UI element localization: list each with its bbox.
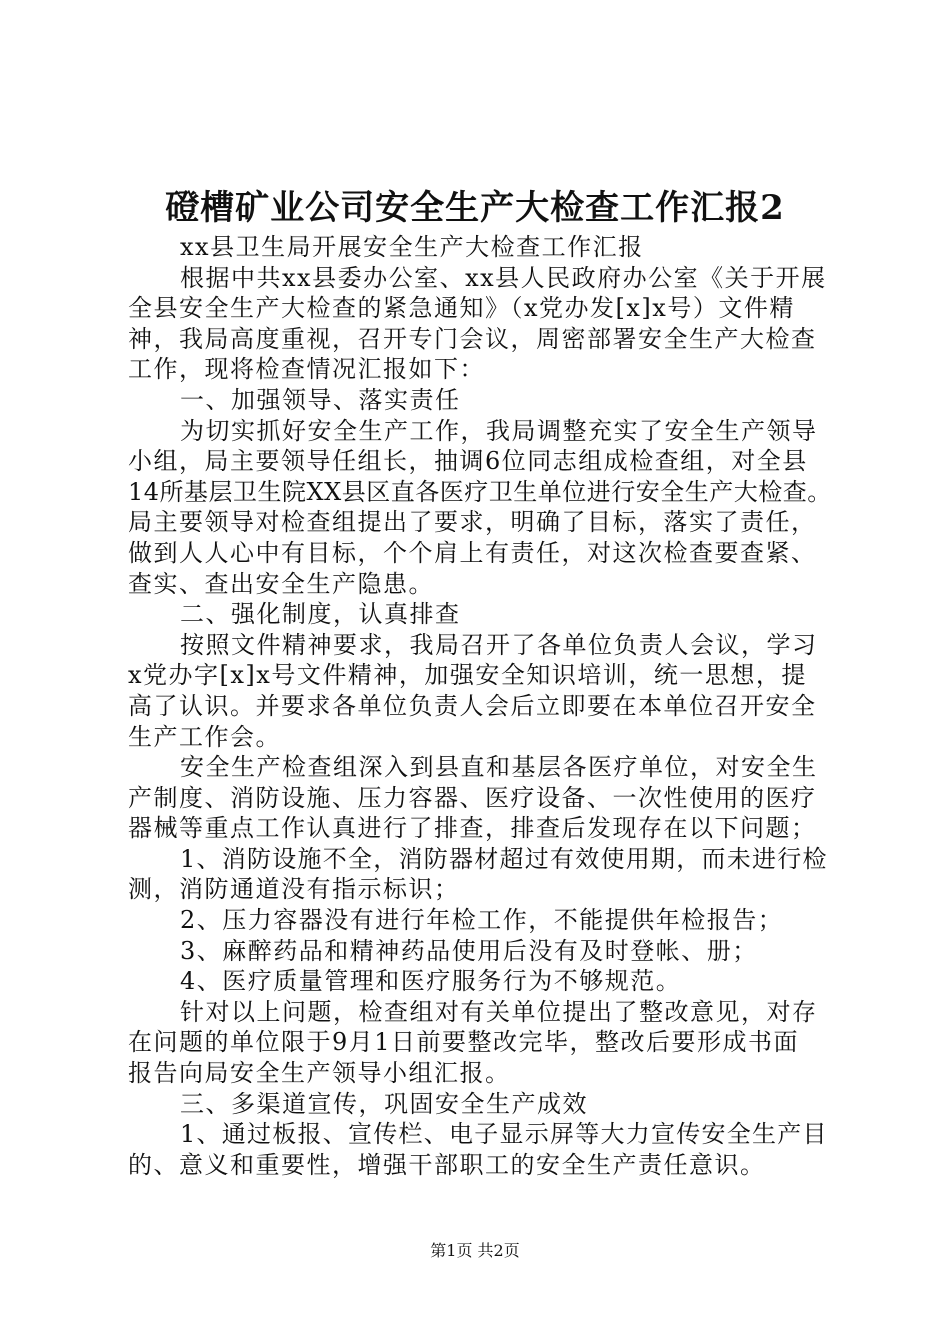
document-title: 磴槽矿业公司安全生产大检查工作汇报2 (165, 188, 785, 228)
body-line: 全县安全生产大检查的紧急通知》（x党办发[x]x号）文件精 (128, 294, 795, 323)
body-line: 根据中共xx县委办公室、xx县人民政府办公室《关于开展 (180, 263, 827, 292)
body-line: x党办字[x]x号文件精神，加强安全知识培训，统一思想，提 (128, 661, 807, 690)
body-line: 按照文件精神要求，我局召开了各单位负责人会议，学习 (180, 630, 818, 659)
page-footer: 第1页 共2页 (430, 1241, 520, 1260)
body-line: 一、加强领导、落实责任 (180, 385, 461, 414)
body-line: 3、麻醉药品和精神药品使用后没有及时登帐、册； (180, 936, 758, 965)
body-line: 为切实抓好安全生产工作，我局调整充实了安全生产领导 (180, 416, 818, 445)
body-line: 产制度、消防设施、压力容器、医疗设备、一次性使用的医疗 (128, 783, 817, 812)
body-line: 神，我局高度重视，召开专门会议，周密部署安全生产大检查 (128, 324, 817, 353)
body-line: 生产工作会。 (128, 722, 281, 751)
body-line: 二、强化制度，认真排查 (180, 600, 461, 629)
body-line: 14所基层卫生院XX县区直各医疗卫生单位进行安全生产大检查。 (128, 477, 832, 506)
document-body (128, 232, 833, 1180)
body-line: 测，消防通道没有指示标识； (128, 875, 460, 904)
body-line: 查实、查出安全生产隐患。 (128, 569, 434, 598)
body-line: 4、医疗质量管理和医疗服务行为不够规范。 (180, 967, 682, 996)
body-line: 三、多渠道宣传，巩固安全生产成效 (180, 1089, 588, 1118)
body-line: 器械等重点工作认真进行了排查，排查后发现存在以下问题； (128, 814, 817, 843)
body-line: 做到人人心中有目标，个个肩上有责任，对这次检查要查紧、 (128, 538, 817, 567)
body-line: 高了认识。并要求各单位负责人会后立即要在本单位召开安全 (128, 691, 817, 720)
body-line: 报告向局安全生产领导小组汇报。 (128, 1059, 511, 1088)
body-line: xx县卫生局开展安全生产大检查工作汇报 (180, 233, 644, 261)
body-line: 1、通过板报、宣传栏、电子显示屏等大力宣传安全生产目 (180, 1120, 828, 1149)
body-line: 工作，现将检查情况汇报如下： (128, 355, 485, 384)
body-line: 在问题的单位限于9月1日前要整改完毕，整改后要形成书面 (128, 1028, 800, 1057)
body-line: 安全生产检查组深入到县直和基层各医疗单位，对安全生 (180, 753, 818, 782)
body-line: 的、意义和重要性，增强干部职工的安全生产责任意识。 (128, 1150, 766, 1179)
body-line: 2、压力容器没有进行年检工作，不能提供年检报告； (180, 906, 784, 935)
body-line: 1、消防设施不全，消防器材超过有效使用期，而未进行检 (180, 844, 828, 873)
body-line: 局主要领导对检查组提出了要求，明确了目标，落实了责任， (128, 508, 817, 537)
body-line: 小组，局主要领导任组长，抽调6位同志组成检查组，对全县 (128, 447, 808, 476)
body-line: 针对以上问题，检查组对有关单位提出了整改意见，对存 (180, 997, 818, 1026)
